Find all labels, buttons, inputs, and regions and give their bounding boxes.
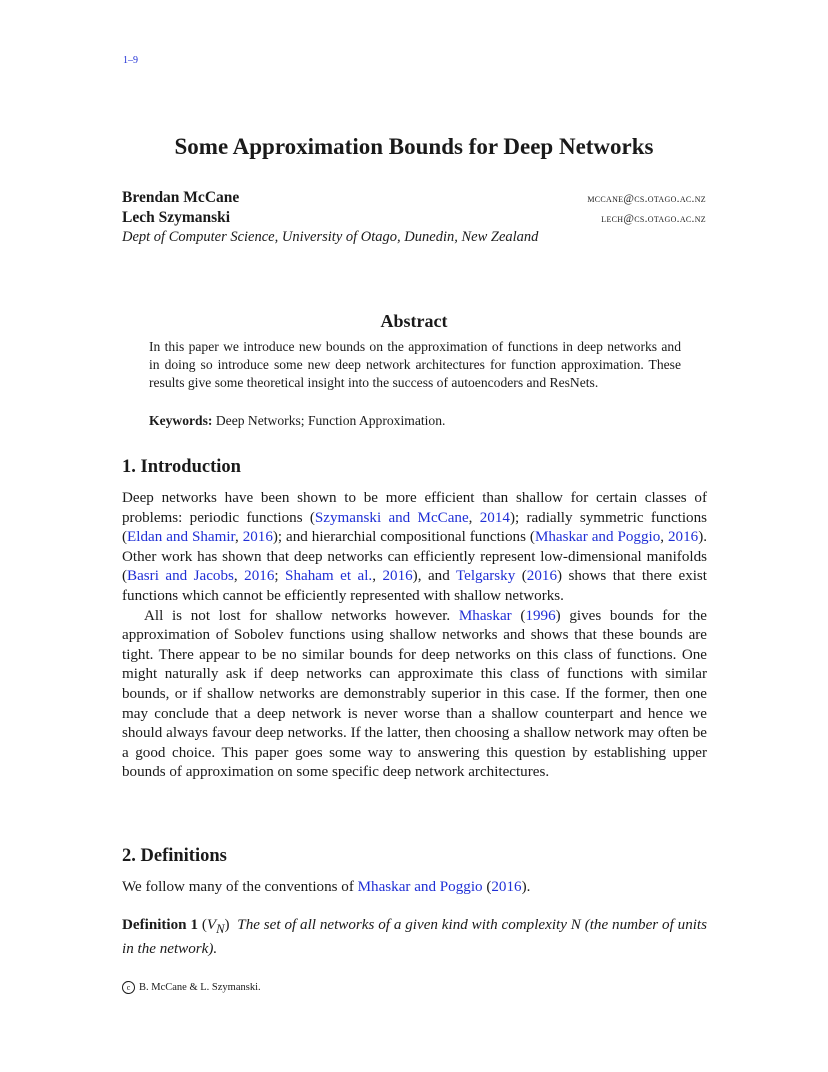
copyright-text: B. McCane & L. Szymanski. xyxy=(139,981,261,993)
paragraph xyxy=(122,878,707,898)
citation-link[interactable]: Telgarsky xyxy=(455,568,516,585)
citation-link[interactable]: Basri and Jacobs xyxy=(127,568,234,585)
text-run: , xyxy=(372,568,383,585)
copyright-footer xyxy=(122,981,261,994)
citation-link[interactable]: Mhaskar xyxy=(458,607,512,624)
paper-title: Some Approximation Bounds for Deep Networks xyxy=(174,134,654,159)
keywords-label: Keywords: xyxy=(149,413,213,428)
copyright-icon: c xyxy=(122,981,135,994)
affiliation: Dept of Computer Science, University of Otago, Dunedin, New Zealand xyxy=(122,229,539,245)
citation-link[interactable]: 2016 xyxy=(526,568,557,585)
section-heading-introduction: 1. Introduction xyxy=(122,457,241,477)
citation-link[interactable]: 2016 xyxy=(244,568,275,585)
section-heading-definitions: 2. Definitions xyxy=(122,846,227,866)
citation-link[interactable]: Shaham et al. xyxy=(285,568,373,585)
text-run: ). Other work has shown that deep networks can efficiently represent low-dimensional manifolds ( xyxy=(122,529,707,585)
keywords xyxy=(149,413,445,429)
citation-link[interactable]: 2016 xyxy=(668,529,699,546)
citation-link[interactable]: 2016 xyxy=(242,529,273,546)
definition-subscript xyxy=(216,922,224,936)
citation-link[interactable]: Szymanski and McCane xyxy=(314,509,469,526)
text-run: , xyxy=(660,529,668,546)
text-run: ); and hierarchial compositional functions ( xyxy=(272,529,535,546)
citation-link[interactable]: 2016 xyxy=(491,879,522,895)
text-run: , xyxy=(233,568,245,585)
definition-text: The set of all networks of a given kind with complexity N (the number of units in the network). xyxy=(122,917,708,958)
text-run: ), and xyxy=(412,568,456,585)
definition-symbol: V xyxy=(206,917,217,933)
text-run: ) shows that there exist functions which cannot be efficiently represented with shallow networks. xyxy=(122,568,708,604)
text-run: , xyxy=(468,509,480,526)
author-email: lech@cs.otago.ac.nz xyxy=(601,213,706,225)
text-run: All is not lost for shallow networks however. xyxy=(144,607,459,624)
text-run: We follow many of the conventions of xyxy=(122,879,358,895)
author-name: Brendan McCane xyxy=(122,189,240,206)
text-run: ( xyxy=(482,879,492,895)
text-run: ( xyxy=(515,568,527,585)
citation-link[interactable]: 2014 xyxy=(479,509,510,526)
subscript-text: N xyxy=(216,922,225,937)
abstract-text: In this paper we introduce new bounds on the approximation of functions in deep networks and in doing so introduce some new deep network architectures for function approximation. These results give some theoretical insight into the success of autoencoders and ResNets. xyxy=(149,339,681,391)
definition-label: Definition 1 xyxy=(122,917,198,933)
page-range: 1–9 xyxy=(123,55,138,66)
text-run: ) gives bounds for the approximation of Sobolev functions using shallow networks and shows that these bounds are tight. There appear to be no similar bounds for deep networks on this class of functions. One might naturally ask if deep networks can approximate this class of functions with similar bounds, or if shallow networks are demonstrably superior in this case. If the former, then one may conclude that a deep network is never worse than a shallow counterpart and hence we should always favour deep networks. If the latter, then choosing a shallow network may often be a good choice. This paper goes some way to answering this question by establishing upper bounds of approximation on some specific deep network architectures. xyxy=(122,607,707,781)
citation-link[interactable]: Mhaskar and Poggio xyxy=(357,879,483,895)
citation-link[interactable]: Mhaskar and Poggio xyxy=(534,529,661,546)
citation-link[interactable]: 2016 xyxy=(382,568,413,585)
abstract-heading: Abstract xyxy=(380,311,448,331)
author-email: mccane@cs.otago.ac.nz xyxy=(587,193,706,205)
keywords-text: Deep Networks; Function Approximation. xyxy=(215,413,446,428)
citation-link[interactable]: Eldan and Shamir xyxy=(127,529,235,546)
definitions-body xyxy=(122,878,707,898)
introduction-body xyxy=(122,489,707,783)
citation-link[interactable]: 1996 xyxy=(525,607,556,624)
paragraph xyxy=(122,489,707,607)
text-run: Deep networks have been shown to be more efficient than shallow for certain classes of problems: periodic functions ( xyxy=(122,490,707,526)
text-run: ( xyxy=(511,607,526,624)
paragraph xyxy=(122,607,707,783)
definition-1: Definition 1 $(V_N)$ The set of all networks of a given kind with complexity N (the number of units in the network). xyxy=(122,917,708,958)
text-run: ; xyxy=(274,568,286,585)
text-run: ). xyxy=(521,879,531,895)
text-run: ); radially symmetric functions ( xyxy=(122,509,708,546)
text-run: , xyxy=(234,529,243,546)
author-name: Lech Szymanski xyxy=(122,209,231,226)
